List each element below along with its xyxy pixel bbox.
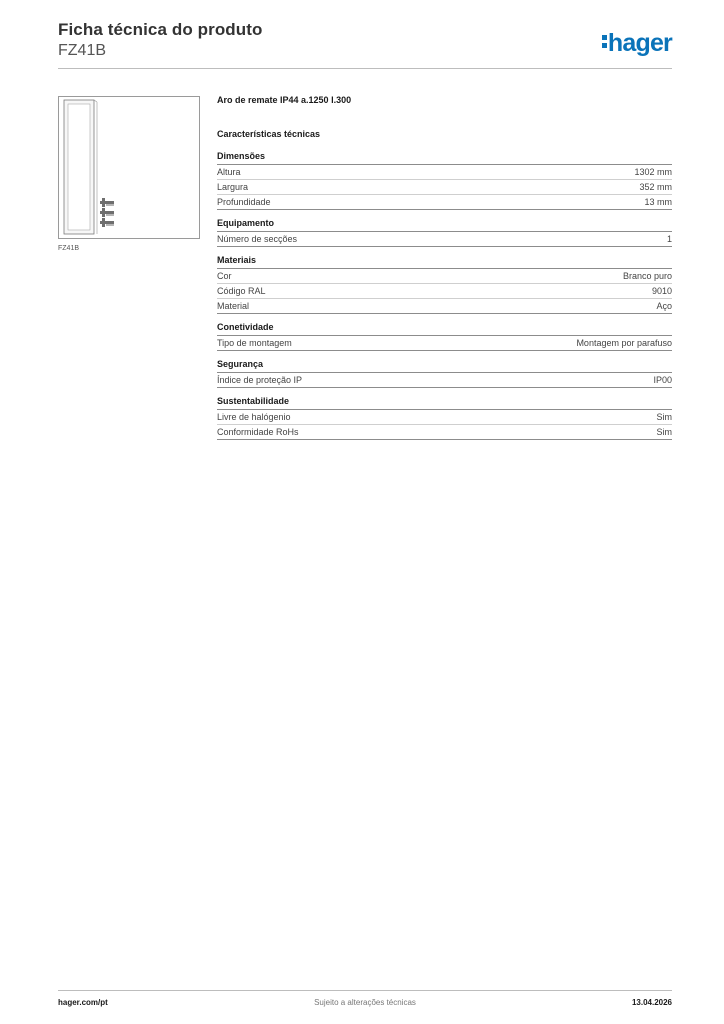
spec-row [217,180,672,195]
spec-label: Cor [217,271,232,281]
spec-value: IP00 [653,375,672,385]
spec-label: Código RAL [217,286,266,296]
spec-row [217,336,672,351]
section-heading: Características técnicas [217,129,321,139]
spec-row [217,425,672,440]
spec-row [217,195,672,210]
spec-value: Sim [656,412,672,422]
spec-label: Livre de halógenio [217,412,291,422]
spec-label: Número de secções [217,234,298,244]
spec-group-title: Segurança [217,359,672,373]
hager-logo [602,29,672,58]
spec-group [217,322,672,351]
image-caption: FZ41B [58,245,80,252]
product-name: Aro de remate IP44 a.1250 l.300 [217,95,352,105]
frame-illustration-icon [59,97,199,238]
spec-value: 13 mm [644,197,672,207]
logo-text: hager [607,29,672,57]
header-divider [58,68,672,69]
page-header [58,20,672,68]
spec-label: Índice de proteção IP [217,375,303,385]
spec-group [217,255,672,314]
spec-group-title: Dimensões [217,151,672,165]
spec-value: Aço [656,301,672,311]
spec-value: 1302 mm [634,167,672,177]
spec-label: Material [217,301,250,311]
spec-group-title: Equipamento [217,218,672,232]
spec-row [217,284,672,299]
spec-value: 352 mm [639,182,672,192]
spec-groups [217,151,672,440]
spec-value: Montagem por parafuso [576,338,672,348]
spec-value: 1 [666,234,672,244]
spec-value: Branco puro [622,271,672,281]
footer-divider [58,990,672,991]
spec-label: Profundidade [217,197,271,207]
spec-group [217,151,672,210]
spec-row [217,373,672,388]
spec-group-title: Sustentabilidade [217,396,672,410]
document-title: Ficha técnica do produto [58,20,263,39]
product-code: FZ41B [58,42,107,59]
spec-row [217,165,672,180]
spec-value: 9010 [651,286,672,296]
spec-label: Tipo de montagem [217,338,292,348]
logo-dots-icon [602,35,607,51]
spec-content [217,95,672,440]
footer-website[interactable]: hager.com/pt [58,998,108,1007]
spec-value: Sim [656,427,672,437]
spec-group [217,396,672,440]
spec-group [217,359,672,388]
spec-row [217,232,672,247]
spec-label: Altura [217,167,241,177]
spec-group [217,218,672,247]
spec-group-title: Conetividade [217,322,672,336]
spec-row [217,299,672,314]
spec-group-title: Materiais [217,255,672,269]
spec-label: Largura [217,182,249,192]
spec-row [217,410,672,425]
product-image [58,96,200,239]
spec-row [217,269,672,284]
footer-disclaimer: Sujeito a alterações técnicas [314,998,416,1007]
footer-date: 13.04.2026 [631,998,672,1007]
spec-label: Conformidade RoHs [217,427,299,437]
